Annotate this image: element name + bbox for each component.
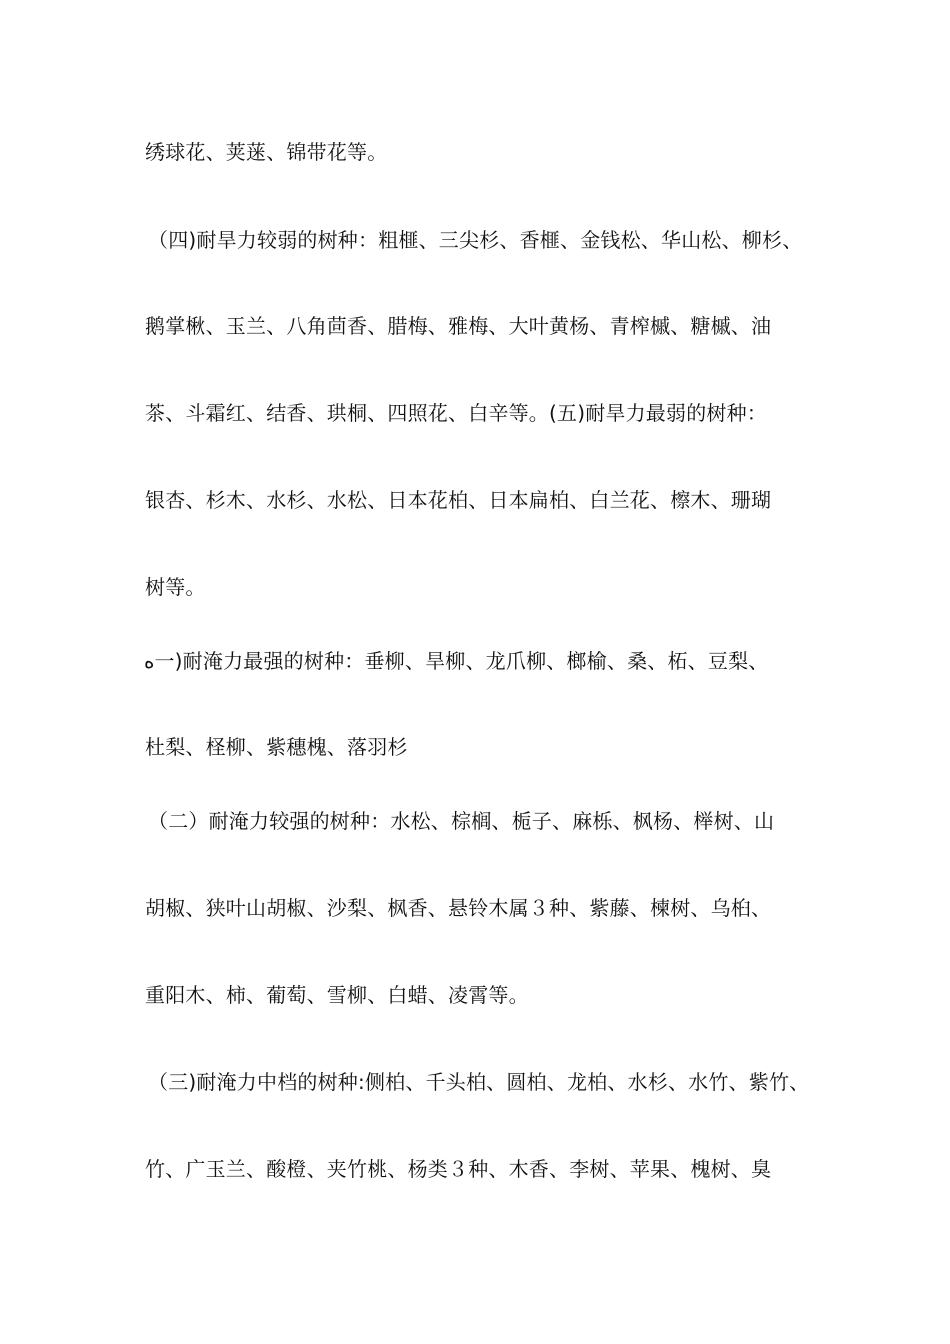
text-line-11: 重阳木、柿、葡萄、雪柳、白蜡、凌霄等。 xyxy=(145,983,529,1007)
text-line-7: ﻩ一)耐淹力最强的树种：垂柳、旱柳、龙爪柳、榔榆、桑、柘、豆梨、 xyxy=(144,649,769,673)
text-line-10: 胡椒、狭叶山胡椒、沙梨、枫香、悬铃木属３种、紫藤、楝树、乌桕、 xyxy=(145,896,772,920)
text-line-4: 茶、斗霜红、结香、珙桐、四照花、白辛等。(五)耐旱力最弱的树种： xyxy=(145,401,768,425)
text-line-6: 树等。 xyxy=(145,575,206,599)
text-line-8: 杜梨、柽柳、紫穗槐、落羽杉 xyxy=(145,735,408,759)
text-line-5: 银杏、杉木、水杉、水松、日本花柏、日本扁柏、白兰花、檫木、珊瑚 xyxy=(145,488,772,512)
text-line-1: 绣球花、荚蒾、锦带花等。 xyxy=(145,140,388,164)
text-line-13: 竹、广玉兰、酸橙、夹竹桃、杨类３种、木香、李树、苹果、槐树、臭 xyxy=(145,1157,772,1181)
text-line-3: 鹅掌楸、玉兰、八角茴香、腊梅、雅梅、大叶黄杨、青榨槭、糖槭、油 xyxy=(145,314,772,338)
text-line-12: （三)耐淹力中档的树种:侧柏、千头柏、圆柏、龙柏、水杉、水竹、紫竹、 xyxy=(148,1070,810,1094)
text-line-2: （四)耐旱力较弱的树种：粗榧、三尖杉、香榧、金钱松、华山松、柳杉、 xyxy=(148,228,803,252)
text-line-9: （二）耐淹力较强的树种：水松、棕榈、栀子、麻栎、枫杨、榉树、山 xyxy=(148,809,775,833)
